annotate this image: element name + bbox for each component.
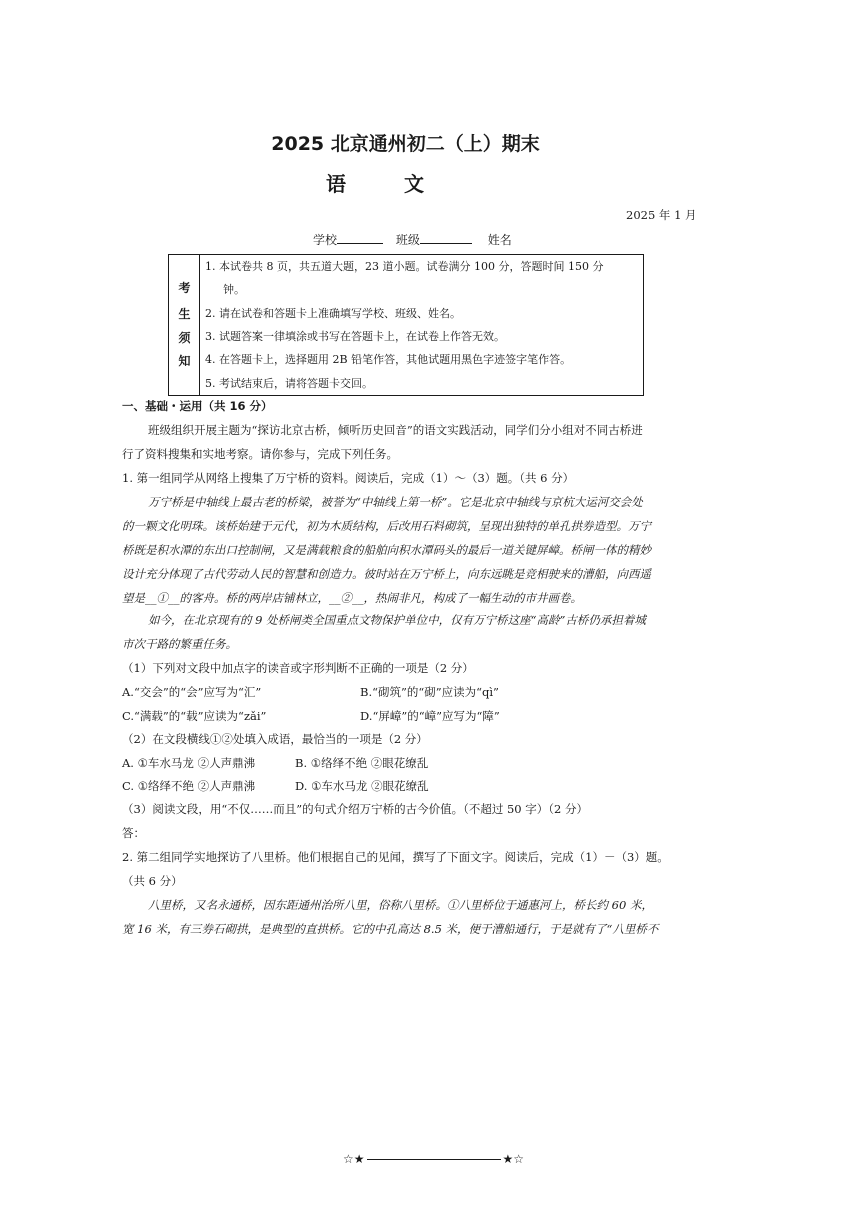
notice-label-char: 考 bbox=[178, 281, 191, 295]
passage-line: 宽 16 米，有三券石砌拱，是典型的直拱桥。它的中孔高达 8.5 米，便于漕船通行，于是就有了“八里桥不 bbox=[122, 922, 659, 936]
school-label: 学校 bbox=[313, 233, 338, 247]
passage-line: 万宁桥是中轴线上最古老的桥梁，被誉为“中轴线上第一桥”。它是北京中轴线与京杭大运河交会处 bbox=[148, 495, 643, 509]
class-label: 班级 bbox=[395, 233, 420, 247]
option-d[interactable]: D. ①车水马龙 ②眼花缭乱 bbox=[295, 779, 429, 793]
question-1-title: 1. 第一组同学从网络上搜集了万宁桥的资料。阅读后，完成（1）～（3）题。（共 6 分） bbox=[122, 471, 575, 485]
passage-line: 望是__①__的客舟。桥的两岸店铺林立，__②__，热闹非凡，构成了一幅生动的市井画卷。 bbox=[122, 591, 582, 605]
star-icon: ☆★ bbox=[342, 1152, 365, 1166]
exam-notice-box bbox=[168, 254, 644, 396]
school-blank[interactable] bbox=[337, 231, 383, 244]
notice-item: 3. 试题答案一律填涂或书写在答题卡上，在试卷上作答无效。 bbox=[205, 330, 505, 343]
notice-label-char: 知 bbox=[178, 354, 191, 368]
option-c[interactable]: C.“满载”的“载”应读为“zǎi” bbox=[122, 709, 267, 723]
exam-date: 2025 年 1 月 bbox=[626, 208, 697, 222]
exam-title: 2025 北京通州初二（上）期末 bbox=[271, 133, 540, 155]
notice-label-column bbox=[169, 255, 200, 395]
notice-item: 2. 请在试卷和答题卡上准确填写学校、班级、姓名。 bbox=[205, 307, 461, 320]
option-b[interactable]: B.“砌筑”的“砌”应读为“qì” bbox=[360, 685, 499, 699]
notice-label-char: 生 bbox=[178, 307, 191, 321]
notice-item: 1. 本试卷共 8 页，共五道大题，23 道小题。试卷满分 100 分，答题时间 150 分 bbox=[205, 260, 604, 273]
footer-divider bbox=[367, 1159, 501, 1160]
exam-subject: 语文 bbox=[326, 172, 482, 196]
question-1-2: （2）在文段横线①②处填入成语，最恰当的一项是（2 分） bbox=[122, 732, 428, 746]
question-1-3: （3）阅读文段，用“不仅……而且”的句式介绍万宁桥的古今价值。（不超过 50 字）（2 分） bbox=[122, 802, 588, 816]
notice-item: 5. 考试结束后，请将答题卡交回。 bbox=[205, 377, 373, 390]
notice-label-char: 须 bbox=[178, 331, 191, 345]
section-heading: 一、基础・运用（共 16 分） bbox=[122, 399, 273, 413]
passage-line: 八里桥，又名永通桥，因东距通州治所八里，俗称八里桥。①八里桥位于通惠河上，桥长约 60 米， bbox=[148, 898, 653, 912]
page-footer bbox=[0, 1152, 867, 1166]
option-a[interactable]: A.“交会”的“会”应写为“汇” bbox=[122, 685, 262, 699]
notice-item: 4. 在答题卡上，选择题用 2B 铅笔作答，其他试题用黑色字迹签字笔作答。 bbox=[205, 353, 572, 366]
passage-line: 市次干路的繁重任务。 bbox=[122, 637, 237, 651]
question-2-title-cont: （共 6 分） bbox=[122, 874, 183, 888]
option-c[interactable]: C. ①络绎不绝 ②人声鼎沸 bbox=[122, 779, 256, 793]
question-1-1: （1）下列对文段中加点字的读音或字形判断不正确的一项是（2 分） bbox=[122, 661, 474, 675]
option-a[interactable]: A. ①车水马龙 ②人声鼎沸 bbox=[122, 756, 256, 770]
option-b[interactable]: B. ①络绎不绝 ②眼花缭乱 bbox=[295, 756, 429, 770]
option-d[interactable]: D.“屏嶂”的“嶂”应写为“障” bbox=[360, 709, 500, 723]
question-2-title: 2. 第二组同学实地探访了八里桥。他们根据自己的见闻，撰写了下面文字。阅读后，完成（1）－（3）题。 bbox=[122, 850, 669, 864]
passage-line: 桥既是积水潭的东出口控制闸，又是满载粮食的船舶向积水潭码头的最后一道关键屏嶂。桥闸一体的精妙 bbox=[122, 543, 651, 557]
passage-line: 的一颗文化明珠。该桥始建于元代，初为木质结构，后改用石料砌筑，呈现出独特的单孔拱券造型。万宁 bbox=[122, 519, 651, 533]
answer-label: 答： bbox=[122, 826, 145, 840]
name-label: 姓名 bbox=[487, 233, 512, 247]
class-blank[interactable] bbox=[420, 231, 472, 244]
intro-line: 行了资料搜集和实地考察。请你参与，完成下列任务。 bbox=[122, 447, 398, 461]
student-info-line bbox=[313, 231, 512, 248]
notice-item: 钟。 bbox=[223, 283, 245, 296]
intro-line: 班级组织开展主题为“探访北京古桥，倾听历史回音”的语文实践活动，同学们分小组对不同古桥进 bbox=[148, 423, 643, 437]
star-icon: ★☆ bbox=[502, 1152, 525, 1166]
passage-line: 如今，在北京现有的 9 处桥闸类全国重点文物保护单位中，仅有万宁桥这座“高龄”古桥仍承担着城 bbox=[148, 613, 646, 627]
passage-line: 设计充分体现了古代劳动人民的智慧和创造力。彼时站在万宁桥上，向东远眺是竞相驶来的漕船，向西遥 bbox=[122, 567, 651, 581]
